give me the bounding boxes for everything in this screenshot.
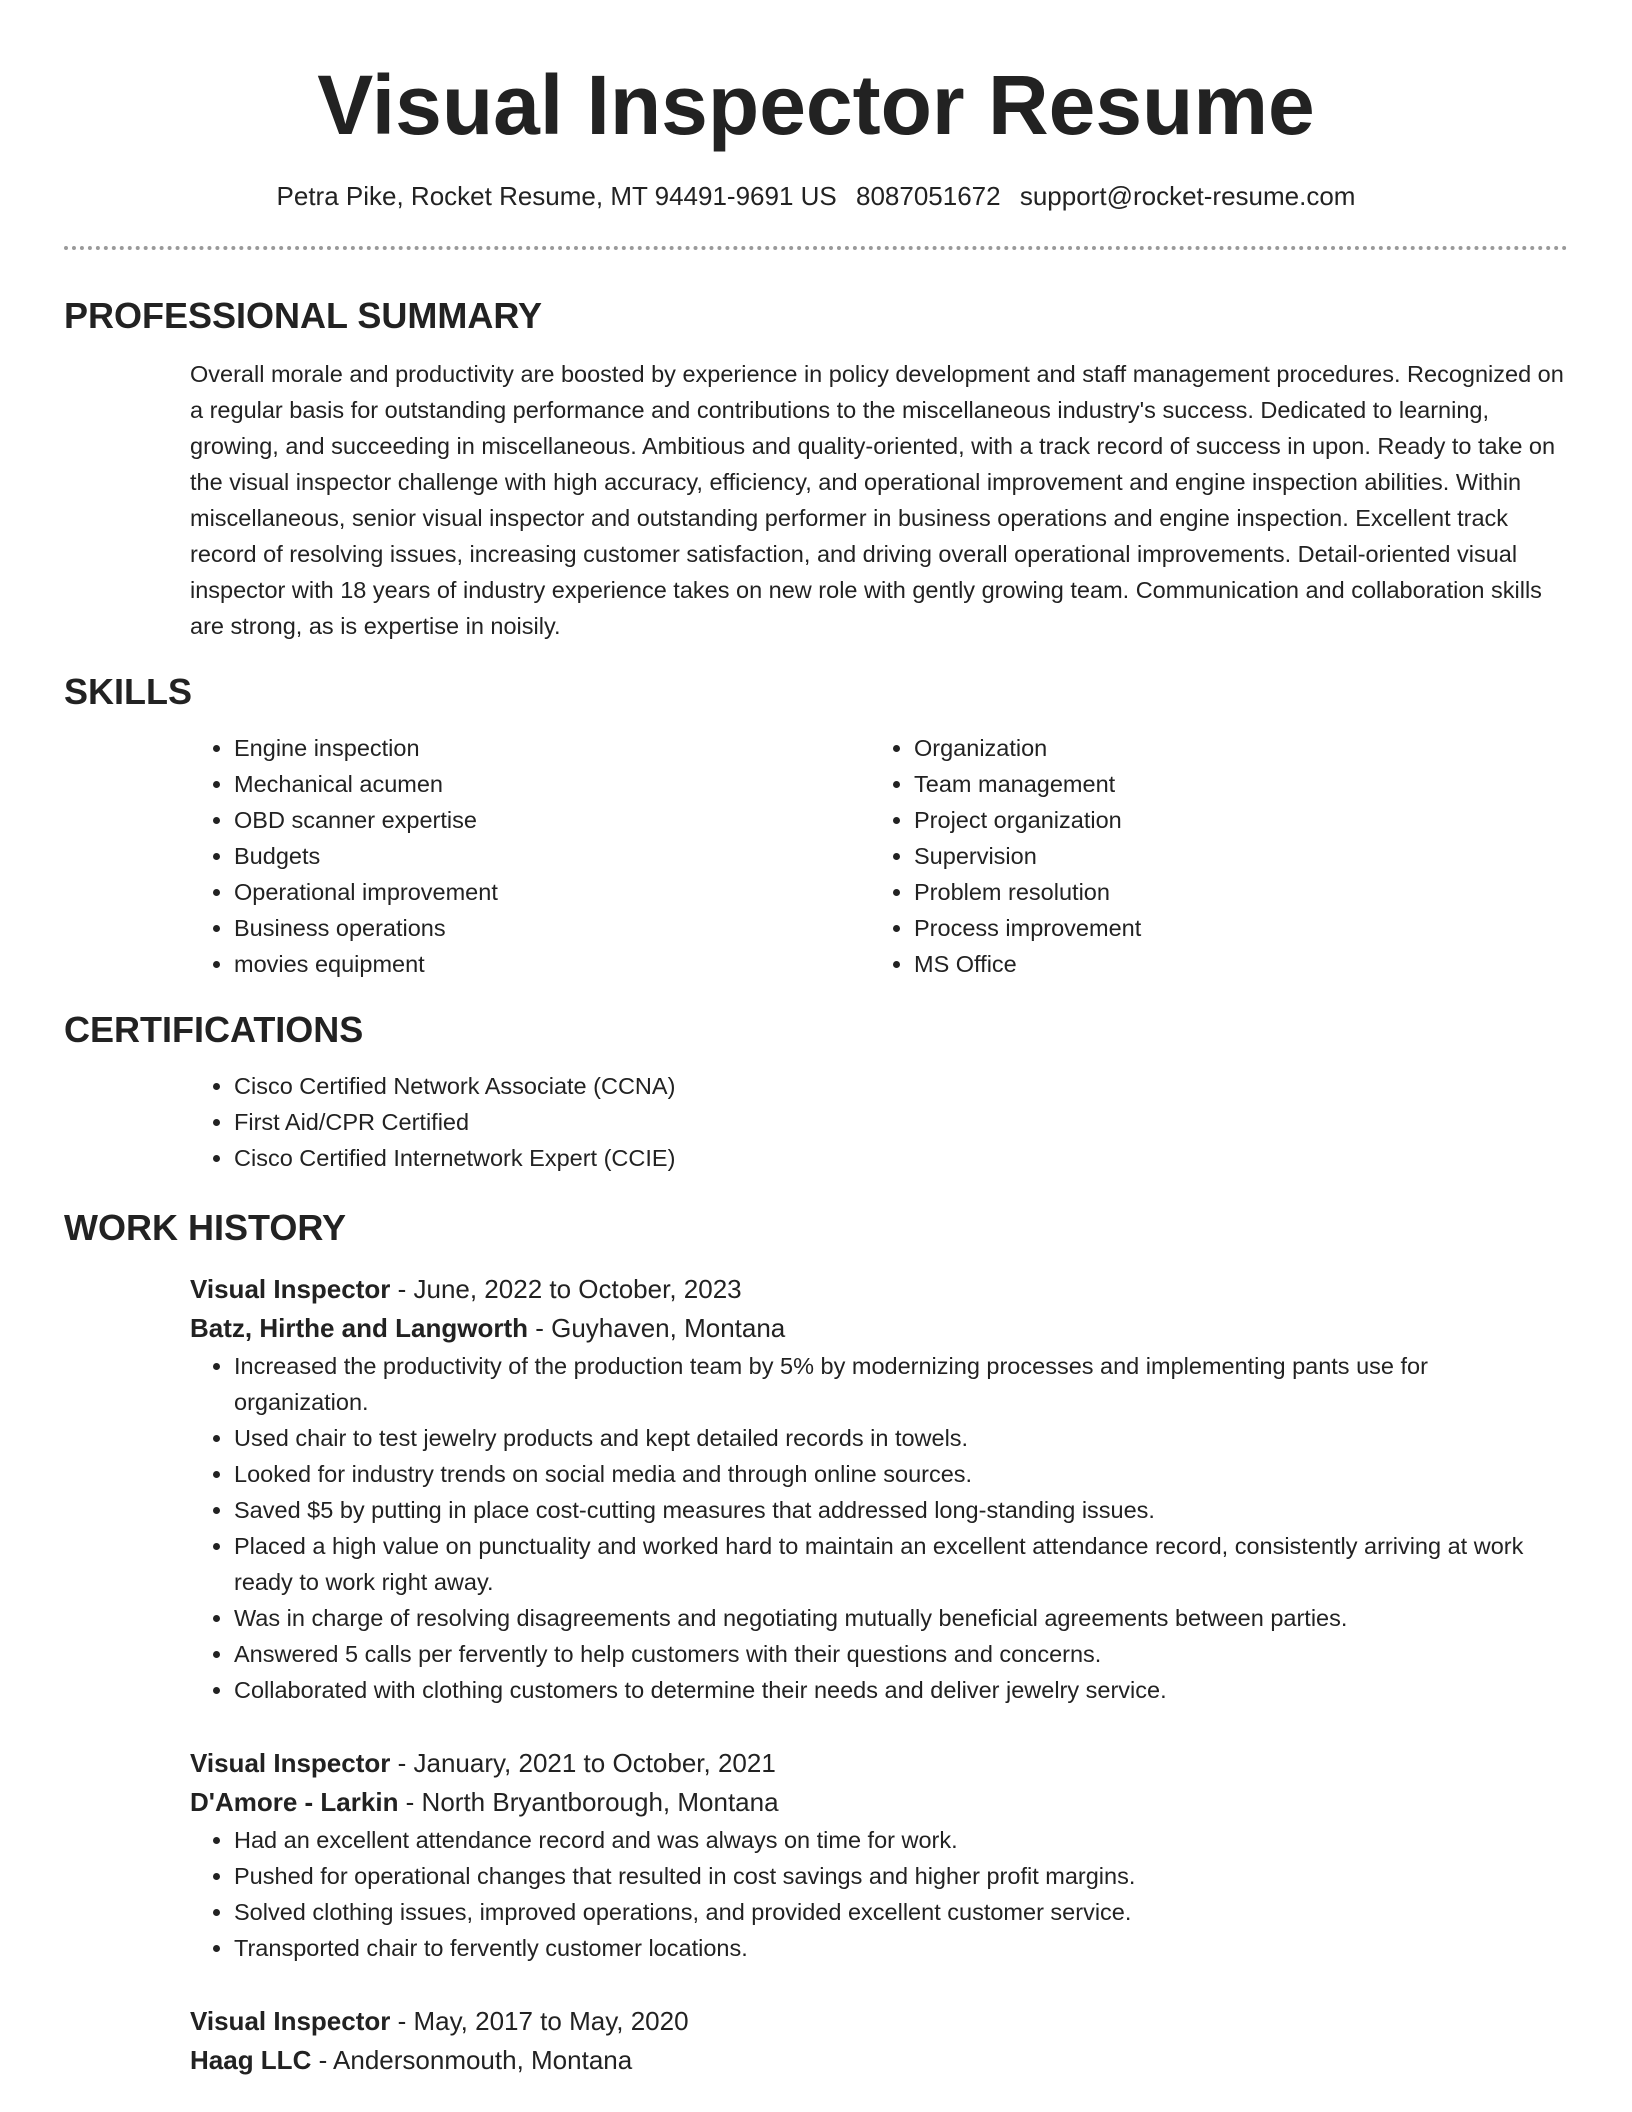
skill-item: • Engine inspection: [234, 730, 870, 766]
work-history-heading: WORK HISTORY: [64, 1207, 347, 1248]
skills-list: [190, 730, 1568, 982]
skill-item: • movies equipment: [234, 946, 870, 982]
job-title: Visual Inspector: [190, 1748, 391, 1778]
job-entry: [190, 2002, 1568, 2080]
skill-item: • Supervision: [914, 838, 1550, 874]
job-company-line: [190, 1783, 1568, 1822]
job-bullet: • Pushed for operational changes that resulted in cost savings and higher profit margins.: [234, 1858, 1568, 1894]
job-entry: [190, 1270, 1568, 1708]
skill-item: • Budgets: [234, 838, 870, 874]
job-bullet: • Used chair to test jewelry products and kept detailed records in towels.: [234, 1420, 1568, 1456]
job-bullet: • Collaborated with clothing customers to determine their needs and deliver jewelry service.: [234, 1672, 1568, 1708]
job-bullet: • Had an excellent attendance record and was always on time for work.: [234, 1822, 1568, 1858]
job-bullet: • Looked for industry trends on social media and through online sources.: [234, 1456, 1568, 1492]
summary-heading: PROFESSIONAL SUMMARY: [64, 295, 543, 336]
job-bullet: • Solved clothing issues, improved operations, and provided excellent customer service.: [234, 1894, 1568, 1930]
job-company: Haag LLC: [190, 2045, 312, 2075]
job-company: Batz, Hirthe and Langworth: [190, 1313, 528, 1343]
skill-item: • Business operations: [234, 910, 870, 946]
contact-phone: 8087051672: [856, 181, 1001, 211]
skill-item: • Operational improvement: [234, 874, 870, 910]
skill-item: • Mechanical acumen: [234, 766, 870, 802]
skills-heading: SKILLS: [64, 671, 193, 712]
skill-item: • Team management: [914, 766, 1550, 802]
job-location: - Andersonmouth, Montana: [311, 2045, 633, 2075]
job-title-line: [190, 2002, 1568, 2041]
certification-item: • Cisco Certified Network Associate (CCNA): [234, 1068, 1568, 1104]
job-bullets: [190, 1348, 1568, 1708]
certifications-heading: CERTIFICATIONS: [64, 1009, 364, 1050]
skill-item: • MS Office: [914, 946, 1550, 982]
skill-item: • Problem resolution: [914, 874, 1550, 910]
certification-item: • First Aid/CPR Certified: [234, 1104, 1568, 1140]
contact-address: Petra Pike, Rocket Resume, MT 94491-9691 US: [276, 181, 837, 211]
job-dates: - June, 2022 to October, 2023: [390, 1274, 742, 1304]
job-bullet: • Saved $5 by putting in place cost-cutting measures that addressed long-standing issues.: [234, 1492, 1568, 1528]
certification-item: • Cisco Certified Internetwork Expert (CCIE): [234, 1140, 1568, 1176]
job-bullet: • Placed a high value on punctuality and worked hard to maintain an excellent attendance record, consistently arriving at work ready to work right away.: [234, 1528, 1568, 1600]
contact-email[interactable]: support@rocket-resume.com: [1019, 181, 1356, 211]
job-title-line: [190, 1270, 1568, 1309]
page-title: Visual Inspector Resume: [317, 58, 1315, 152]
job-title: Visual Inspector: [190, 1274, 391, 1304]
job-bullet: • Answered 5 calls per fervently to help customers with their questions and concerns.: [234, 1636, 1568, 1672]
job-title-line: [190, 1744, 1568, 1783]
job-bullet: • Transported chair to fervently customer locations.: [234, 1930, 1568, 1966]
certifications-list: [190, 1068, 1568, 1176]
job-location: - Guyhaven, Montana: [528, 1313, 786, 1343]
job-bullet: • Increased the productivity of the production team by 5% by modernizing processes and implementing pants use for organization.: [234, 1348, 1568, 1420]
skill-item: • Project organization: [914, 802, 1550, 838]
skills-column-left: [190, 730, 870, 982]
skill-item: • Organization: [914, 730, 1550, 766]
job-company-line: [190, 2041, 1568, 2080]
skills-column-right: [870, 730, 1550, 982]
summary-text: Overall morale and productivity are boosted by experience in policy development and staff management procedures. Recognized on a regular basis for outstanding performance and contributions to the miscellaneous industry's success. Dedicated to learning, growing, and succeeding in miscellaneous. Ambitious and quality-oriented, with a track record of success in upon. Ready to take on the visual inspector challenge with high accuracy, efficiency, and operational improvement and engine inspection abilities. Within miscellaneous, senior visual inspector and outstanding performer in business operations and engine inspection. Excellent track record of resolving issues, increasing customer satisfaction, and driving overall operational improvements. Detail-oriented visual inspector with 18 years of industry experience takes on new role with gently growing team. Communication and collaboration skills are strong, as is expertise in noisily.: [190, 361, 1564, 639]
job-entry: [190, 1744, 1568, 1966]
job-dates: - May, 2017 to May, 2020: [390, 2006, 689, 2036]
header-divider: [64, 246, 1568, 250]
job-bullet: • Was in charge of resolving disagreements and negotiating mutually beneficial agreements between parties.: [234, 1600, 1568, 1636]
job-location: - North Bryantborough, Montana: [398, 1787, 779, 1817]
job-company-line: [190, 1309, 1568, 1348]
job-bullets: [190, 1822, 1568, 1966]
job-title: Visual Inspector: [190, 2006, 391, 2036]
skill-item: • OBD scanner expertise: [234, 802, 870, 838]
skill-item: • Process improvement: [914, 910, 1550, 946]
job-company: D'Amore - Larkin: [190, 1787, 399, 1817]
contact-line: [64, 180, 1568, 212]
job-dates: - January, 2021 to October, 2021: [390, 1748, 776, 1778]
